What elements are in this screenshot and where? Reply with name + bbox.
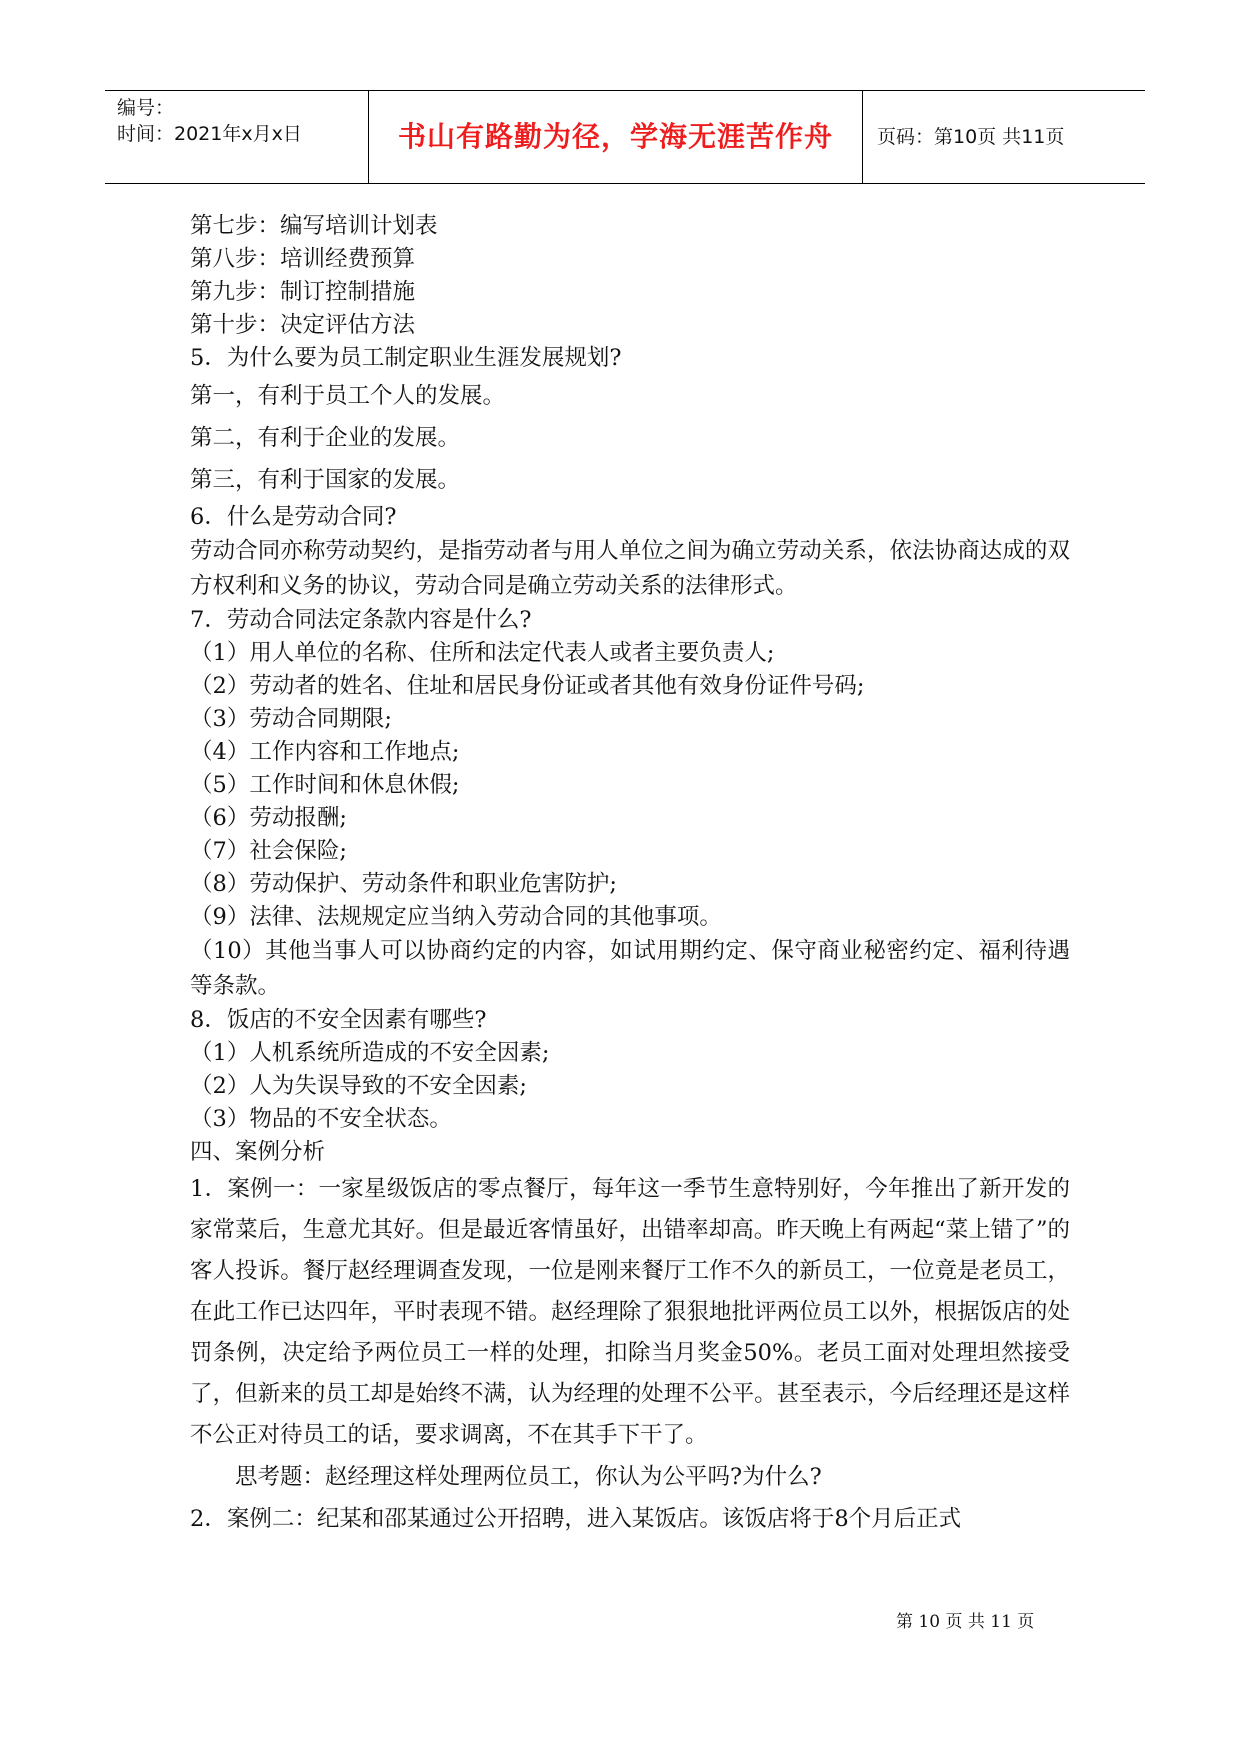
answer-7-item-7: （7）社会保险;	[190, 838, 347, 864]
header-motto-cell	[369, 91, 863, 183]
step-10: 第十步：决定评估方法	[190, 312, 416, 338]
document-header	[105, 90, 1145, 184]
answer-8-item-1: （1）人机系统所造成的不安全因素;	[190, 1040, 550, 1066]
section-heading: 四、案例分析	[190, 1139, 326, 1165]
answer-8-item-3: （3）物品的不安全状态。	[190, 1106, 452, 1132]
answer-6: 劳动合同亦称劳动契约，是指劳动者与用人单位之间为确立劳动关系，依法协商达成的双方权利和义务的协议，劳动合同是确立劳动关系的法律形式。	[190, 538, 1070, 599]
document-number-label: 编号：	[117, 97, 175, 119]
question-5: 5．为什么要为员工制定职业生涯发展规划?	[190, 345, 622, 371]
header-meta-cell	[105, 91, 369, 183]
answer-7-item-9: （9）法律、法规规定应当纳入劳动合同的其他事项。	[190, 904, 722, 930]
question-7: 7．劳动合同法定条款内容是什么?	[190, 607, 532, 633]
case-2-text: 2．案例二：纪某和邵某通过公开招聘，进入某饭店。该饭店将于8个月后正式	[190, 1506, 962, 1532]
answer-5-item-2: 第二，有利于企业的发展。	[190, 425, 461, 451]
answer-7-item-2: （2）劳动者的姓名、住址和居民身份证或者其他有效身份证件号码;	[190, 673, 865, 699]
answer-7-item-5: （5）工作时间和休息休假;	[190, 772, 460, 798]
answer-7-item-8: （8）劳动保护、劳动条件和职业危害防护;	[190, 871, 617, 897]
header-motto: 书山有路勤为径，学海无涯苦作舟	[397, 120, 833, 153]
case-1-question: 思考题：赵经理这样处理两位员工，你认为公平吗?为什么?	[235, 1464, 822, 1490]
answer-5-item-3: 第三，有利于国家的发展。	[190, 467, 461, 493]
step-7: 第七步：编写培训计划表	[190, 213, 438, 239]
step-9: 第九步：制订控制措施	[190, 279, 416, 305]
header-page-number: 页码：第10页 共11页	[877, 126, 1065, 148]
answer-7-item-1: （1）用人单位的名称、住所和法定代表人或者主要负责人;	[190, 640, 775, 666]
question-6: 6．什么是劳动合同?	[190, 504, 397, 530]
step-8: 第八步：培训经费预算	[190, 246, 416, 272]
answer-5-item-1: 第一，有利于员工个人的发展。	[190, 383, 506, 409]
page-footer: 第 10 页 共 11 页	[896, 1612, 1035, 1632]
document-time-label: 时间：2021年x月x日	[117, 123, 302, 145]
question-8: 8．饭店的不安全因素有哪些?	[190, 1007, 487, 1033]
answer-8-item-2: （2）人为失误导致的不安全因素;	[190, 1073, 527, 1099]
document-body	[190, 210, 1070, 1540]
answer-7-item-3: （3）劳动合同期限;	[190, 706, 392, 732]
header-page-cell	[863, 91, 1145, 183]
case-1-text: 1．案例一：一家星级饭店的零点餐厅，每年这一季节生意特别好，今年推出了新开发的家常菜后，生意尤其好。但是最近客情虽好，出错率却高。昨天晚上有两起“菜上错了”的客人投诉。餐厅赵经理调查发现，一位是刚来餐厅工作不久的新员工，一位竟是老员工，在此工作已达四年，平时表现不错。赵经理除了狠狠地批评两位员工以外，根据饭店的处罚条例，决定给予两位员工一样的处理，扣除当月奖金50%。老员工面对处理坦然接受了，但新来的员工却是始终不满，认为经理的处理不公平。甚至表示，今后经理还是这样不公正对待员工的话，要求调离，不在其手下干了。	[190, 1176, 1070, 1448]
answer-7-item-4: （4）工作内容和工作地点;	[190, 739, 460, 765]
answer-7-item-10: （10）其他当事人可以协商约定的内容，如试用期约定、保守商业秘密约定、福利待遇等条款。	[190, 938, 1070, 999]
answer-7-item-6: （6）劳动报酬;	[190, 805, 347, 831]
